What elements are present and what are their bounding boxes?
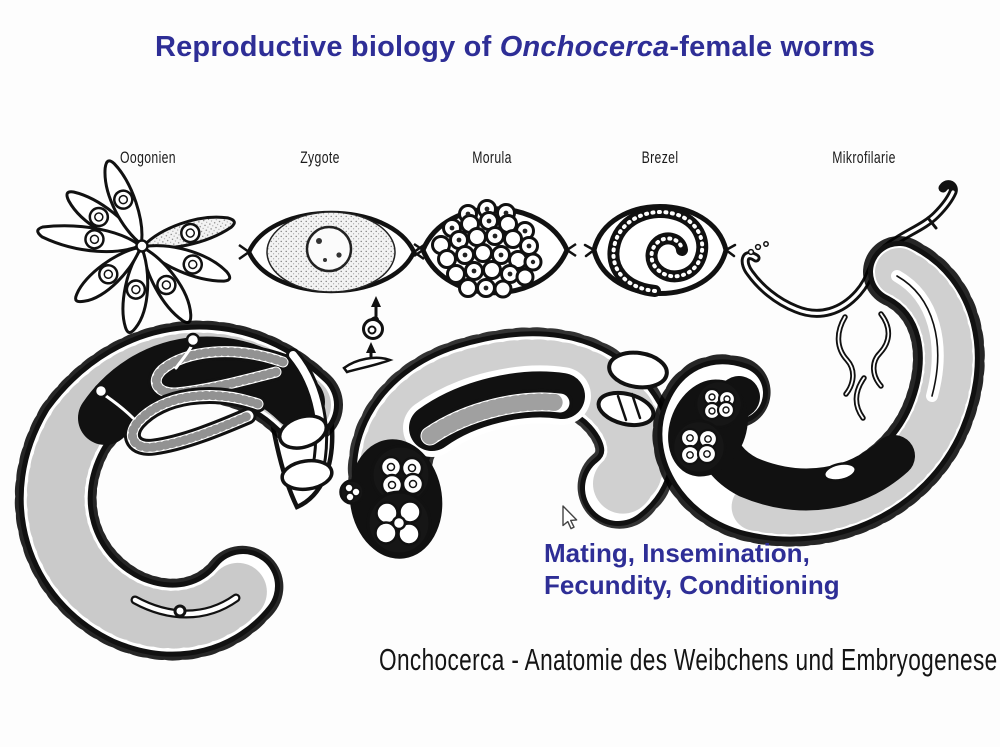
female-worm-anterior-illustration [56,334,334,620]
mating-line1: Mating, Insemination, [544,538,810,568]
mating-annotation [544,537,840,601]
zygote-illustration [239,212,424,292]
sperm-icon [344,358,390,372]
mating-line2: Fecundity, Conditioning [544,570,840,600]
brezel-illustration [585,207,735,294]
oogonien-illustration [36,157,237,334]
female-worm-midbody-illustration [341,349,670,565]
cursor-icon [563,506,577,529]
slide-title [40,31,990,64]
title-genus-italic: Onchocerca [499,31,670,63]
title-part2: -female worms [669,31,876,63]
title-part1: Reproductive biology of [154,31,500,63]
stage-label-zygote: Zygote [300,148,340,167]
microfilariae-squiggles [838,314,888,418]
stage-label-brezel: Brezel [641,148,679,167]
stage-label-mikrofilarie: Mikrofilarie [832,148,896,167]
stage-label-oogonien: Oogonien [120,148,176,167]
morula-illustration [414,201,576,298]
stage-label-morula: Morula [472,148,512,167]
bottom-caption: Onchocerca - Anatomie des Weibchens und Embryogenese [379,642,998,677]
fertilization-arrows [344,296,390,372]
